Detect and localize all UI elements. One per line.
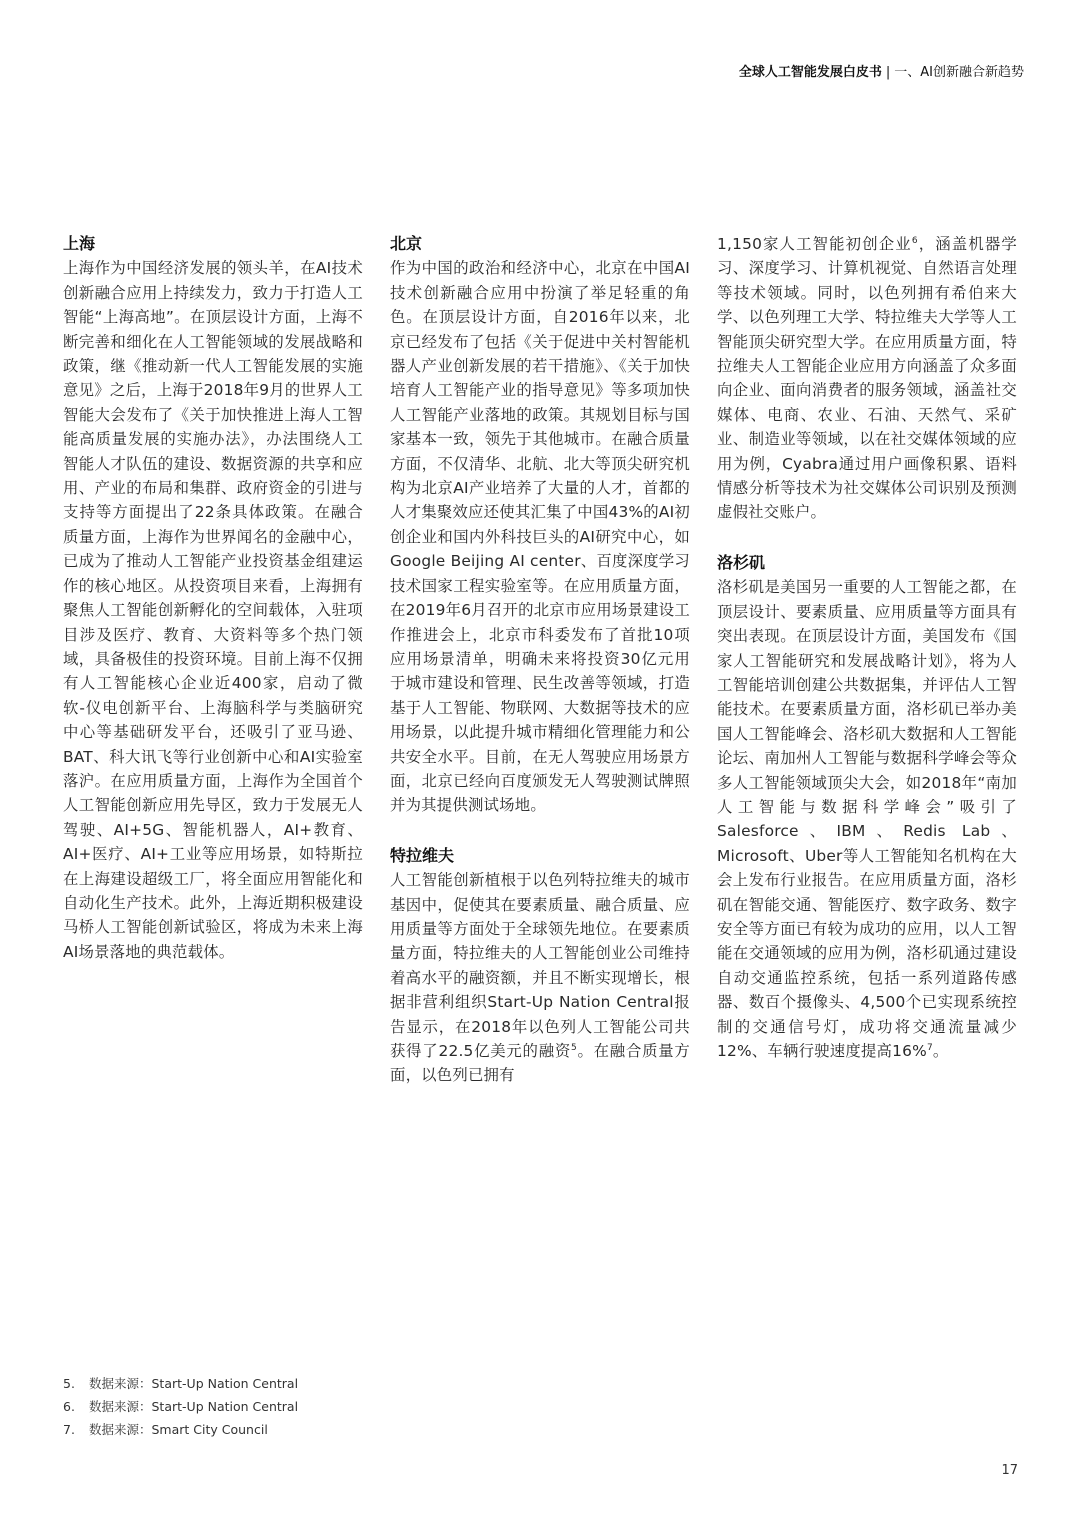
losangeles-end: 。	[932, 1042, 949, 1060]
section-heading-shanghai: 上海	[63, 234, 96, 253]
footnote-text: 数据来源：Start-Up Nation Central	[89, 1399, 299, 1414]
telaviv-text-b: 。在融合质量方面，以色列已拥有	[390, 1042, 690, 1085]
paragraph-telaviv	[390, 868, 690, 1088]
footnote-text: 数据来源：Smart City Council	[89, 1422, 268, 1437]
footnote-number: 7.	[63, 1422, 75, 1437]
footnote-ref-6: 6	[911, 236, 918, 246]
paragraph-telaviv-continued	[717, 232, 1017, 525]
footnote-number: 5.	[63, 1376, 75, 1391]
section-heading-telaviv: 特拉维夫	[390, 845, 455, 865]
column-right	[717, 232, 1017, 1063]
telaviv-cont-a: 1,150家人工智能初创企业	[717, 235, 912, 253]
footnote-ref-5: 5	[571, 1043, 577, 1053]
footnotes	[63, 1372, 298, 1441]
header-separator: |	[885, 65, 891, 80]
paragraph-beijing: 作为中国的政治和经济中心，北京在中国AI技术创新融合应用中扮演了举足轻重的角色。在顶层设计方面，自2016年以来，北京已经发布了包括《关于促进中关村智能机器人产业创新发展的若干措施》、《关于加快培育人工智能产业的指导意见》等多项加快人工智能产业落地的政策。其规划目标与国家基本一致，领先于其他城市。在融合质量方面，不仅清华、北航、北大等顶尖研究机构为北京AI产业培养了大量的人才，首都的人才集聚效应还使其汇集了中国43%的AI初创企业和国内外科技巨头的AI研究中心，如Google Beijing AI center、百度深度学习技术国家工程实验室等。在应用质量方面，在2019年6月召开的北京市应用场景建设工作推进会上，北京市科委发布了首批10项应用场景清单，明确未来将投资30亿元用于城市建设和管理、民生改善等领域，打造基于人工智能、物联网、大数据等技术的应用场景，以此提升城市精细化管理能力和公共安全水平。目前，在无人驾驶应用场景方面，北京已经向百度颁发无人驾驶测试牌照并为其提供测试场地。	[390, 259, 690, 815]
footnote-number: 6.	[63, 1399, 75, 1414]
footnote-item	[63, 1372, 298, 1395]
column-middle	[390, 232, 690, 1088]
paragraph-losangeles	[717, 575, 1017, 1063]
paragraph-shanghai: 上海作为中国经济发展的领头羊，在AI技术创新融合应用上持续发力，致力于打造人工智能“上海高地”。在顶层设计方面，上海不断完善和细化在人工智能领域的发展战略和政策，继《推动新一代人工智能发展的实施意见》之后，上海于2018年9月的世界人工智能大会发布了《关于加快推进上海人工智能高质量发展的实施办法》，办法围绕人工智能人才队伍的建设、数据资源的共享和应用、产业的布局和集群、政府资金的引进与支持等方面提出了22条具体政策。在融合质量方面，上海作为世界闻名的金融中心，已成为了推动人工智能产业投资基金组建运作的核心地区。从投资项目来看，上海拥有聚焦人工智能创新孵化的空间载体，入驻项目涉及医疗、教育、大资料等多个热门领域，具备极佳的投资环境。目前上海不仅拥有人工智能核心企业近400家，启动了微软-仪电创新平台、上海脑科学与类脑研究中心等基础研发平台，还吸引了亚马逊、BAT、科大讯飞等行业创新中心和AI实验室落沪。在应用质量方面，上海作为全国首个人工智能创新应用先导区，致力于发展无人驾驶、AI+5G、智能机器人，AI+教育、AI+医疗、AI+工业等应用场景，如特斯拉在上海建设超级工厂，将全面应用智能化和自动化生产技术。此外，上海近期积极建设马桥人工智能创新试验区，将成为未来上海AI场景落地的典范载体。	[63, 259, 363, 961]
page-number: 17	[1001, 1463, 1018, 1478]
column-left	[63, 232, 363, 964]
telaviv-cont-b: ，涵盖机器学习、深度学习、计算机视觉、自然语言处理等技术领域。同时，以色列拥有希伯来大学、以色列理工大学、特拉维夫大学等人工智能顶尖研究型大学。在应用质量方面，特拉维夫人工智能企业应用方向涵盖了众多面向企业、面向消费者的服务领域，涵盖社交媒体、电商、农业、石油、天然气、采矿业、制造业等领域，以在社交媒体领域的应用为例，Cyabra通过用户画像积累、语料情感分析等技术为社交媒体公司识别及预测虚假社交账户。	[717, 235, 1017, 522]
book-title: 全球人工智能发展白皮书	[738, 65, 882, 80]
section-title: 一、AI创新融合新趋势	[894, 65, 1024, 80]
footnote-ref-7: 7	[926, 1043, 933, 1053]
footnote-item	[63, 1418, 298, 1441]
section-heading-beijing: 北京	[390, 234, 423, 253]
running-header	[739, 61, 1024, 80]
section-heading-losangeles: 洛杉矶	[717, 552, 766, 572]
losangeles-text: 洛杉矶是美国另一重要的人工智能之都，在顶层设计、要素质量、应用质量等方面具有突出表现。在顶层设计方面，美国发布《国家人工智能研究和发展战略计划》，将为人工智能培训创建公共数据集，并评估人工智能技术。在要素质量方面，洛杉矶已举办美国人工智能峰会、洛杉矶大数据和人工智能论坛、南加州人工智能与数据科学峰会等众多人工智能领域顶尖大会，如2018年“南加人工智能与数据科学峰会”吸引了Salesforce、IBM、Redis Lab、Microsoft、Uber等人工智能知名机构在大会上发布行业报告。在应用质量方面，洛杉矶在智能交通、智能医疗、数字政务、数字安全等方面已有较为成功的应用，以人工智能在交通领域的应用为例，洛杉矶通过建设自动交通监控系统，包括一系列道路传感器、数百个摄像头、4,500个已实现系统控制的交通信号灯，成功将交通流量减少12%、车辆行驶速度提高16%	[717, 578, 1017, 1060]
footnote-item	[63, 1395, 298, 1418]
telaviv-text-a: 人工智能创新植根于以色列特拉维夫的城市基因中，促使其在要素质量、融合质量、应用质量等方面处于全球领先地位。在要素质量方面，特拉维夫的人工智能创业公司维持着高水平的融资额，并且不断实现增长，根据非营利组织Start-Up Nation Central报告显示，在2018年以色列人工智能公司共获得了22.5亿美元的融资	[390, 871, 690, 1060]
footnote-text: 数据来源：Start-Up Nation Central	[89, 1376, 299, 1391]
